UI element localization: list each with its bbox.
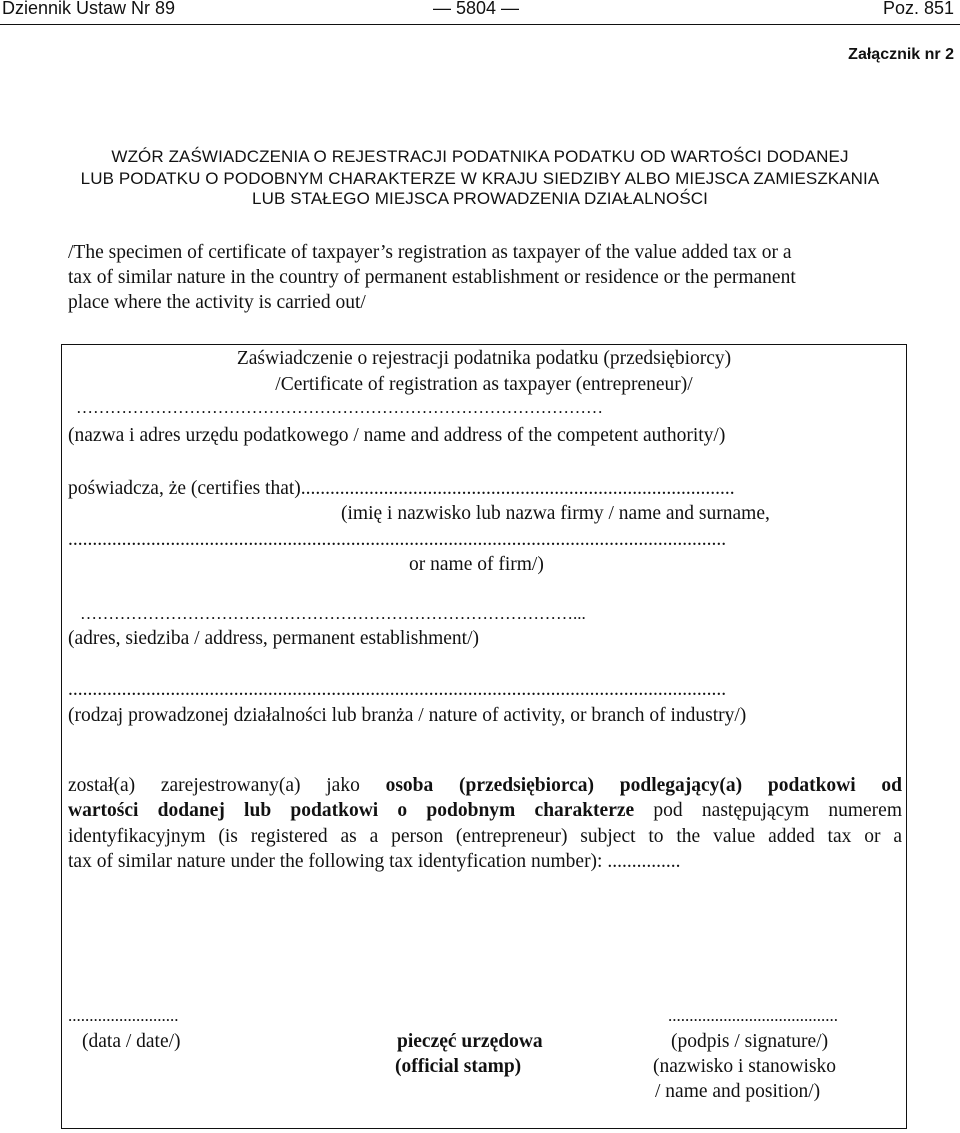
header-rule <box>0 24 960 25</box>
address-label: (adres, siedziba / address, permanent establishment/) <box>68 628 479 649</box>
registered-line-4: tax of similar nature under the following tax identyfication number): ............... <box>68 851 681 872</box>
name-position-label-pl: (nazwisko i stanowisko <box>653 1056 837 1077</box>
certificate-heading-pl: Zaświadczenie o rejestracji podatnika podatku (przedsiębiorcy) <box>236 348 732 369</box>
position-number: Poz. 851 <box>882 0 954 18</box>
signature-label: (podpis / signature/) <box>671 1031 829 1052</box>
registered-line-2-bold: wartości dodanej lub podatkowi o podobnym charakterze <box>68 800 635 821</box>
annex-label: Załącznik nr 2 <box>848 46 954 63</box>
title-line-1: WZÓR ZAŚWIADCZENIA O REJESTRACJI PODATNIKA PODATKU OD WARTOŚCI DODANEJ <box>111 147 849 166</box>
subtitle-line-2: tax of similar nature in the country of permanent establishment or residence or the permanent <box>68 267 796 288</box>
authority-dotted-field[interactable]: ………………………………………………………………………………… <box>76 398 603 417</box>
name-label-2: or name of firm/) <box>409 554 544 575</box>
official-stamp-en: (official stamp) <box>395 1056 522 1077</box>
registered-line-3: identyfikacyjnym (is registered as a person (entrepreneur) subject to the value added tax or a <box>68 826 902 847</box>
activity-dotted-field[interactable]: ....................................................................................................................................... <box>68 679 727 700</box>
name-label-1: (imię i nazwisko lub nazwa firmy / name and surname, <box>341 503 770 524</box>
registered-line-2-normal: pod następującym numerem <box>634 800 903 821</box>
address-dotted-field[interactable]: ……………………………………………………………………………... <box>80 604 586 623</box>
authority-label: (nazwa i adres urzędu podatkowego / name and address of the competent authority/) <box>68 425 726 446</box>
registered-line-2 <box>68 800 902 822</box>
certificate-heading-en: /Certificate of registration as taxpayer (entrepreneur)/ <box>275 374 693 395</box>
title-line-3: LUB STAŁEGO MIEJSCA PROWADZENIA DZIAŁALNOŚCI <box>252 189 708 208</box>
subtitle-line-3: place where the activity is carried out/ <box>68 292 366 313</box>
registered-line-1 <box>68 775 902 797</box>
registered-line-1-bold: osoba (przedsiębiorca) podlegający(a) podatkowi od <box>385 775 902 796</box>
registered-line-1-normal: został(a) zarejestrowany(a) jako <box>68 775 386 796</box>
journal-name: Dziennik Ustaw Nr 89 <box>2 0 176 18</box>
certifies-label: poświadcza, że (certifies that)......................................................................................... <box>68 478 735 499</box>
title-line-2: LUB PODATKU O PODOBNYM CHARAKTERZE W KRAJU SIEDZIBY ALBO MIEJSCA ZAMIESZKANIA <box>80 169 880 188</box>
date-dotted-field[interactable]: .......................... <box>68 1006 179 1025</box>
name-dotted-field[interactable]: ....................................................................................................................................... <box>68 529 727 550</box>
page-number: — 5804 — <box>433 0 520 18</box>
activity-label: (rodzaj prowadzonej działalności lub branża / nature of activity, or branch of industry/) <box>68 705 747 726</box>
name-position-label-en: / name and position/) <box>655 1081 821 1102</box>
signature-dotted-field[interactable]: ........................................ <box>668 1006 838 1025</box>
subtitle-line-1: /The specimen of certificate of taxpayer’s registration as taxpayer of the value added tax or a <box>68 242 792 263</box>
date-label: (data / date/) <box>82 1031 181 1052</box>
official-stamp-pl: pieczęć urzędowa <box>397 1031 543 1052</box>
